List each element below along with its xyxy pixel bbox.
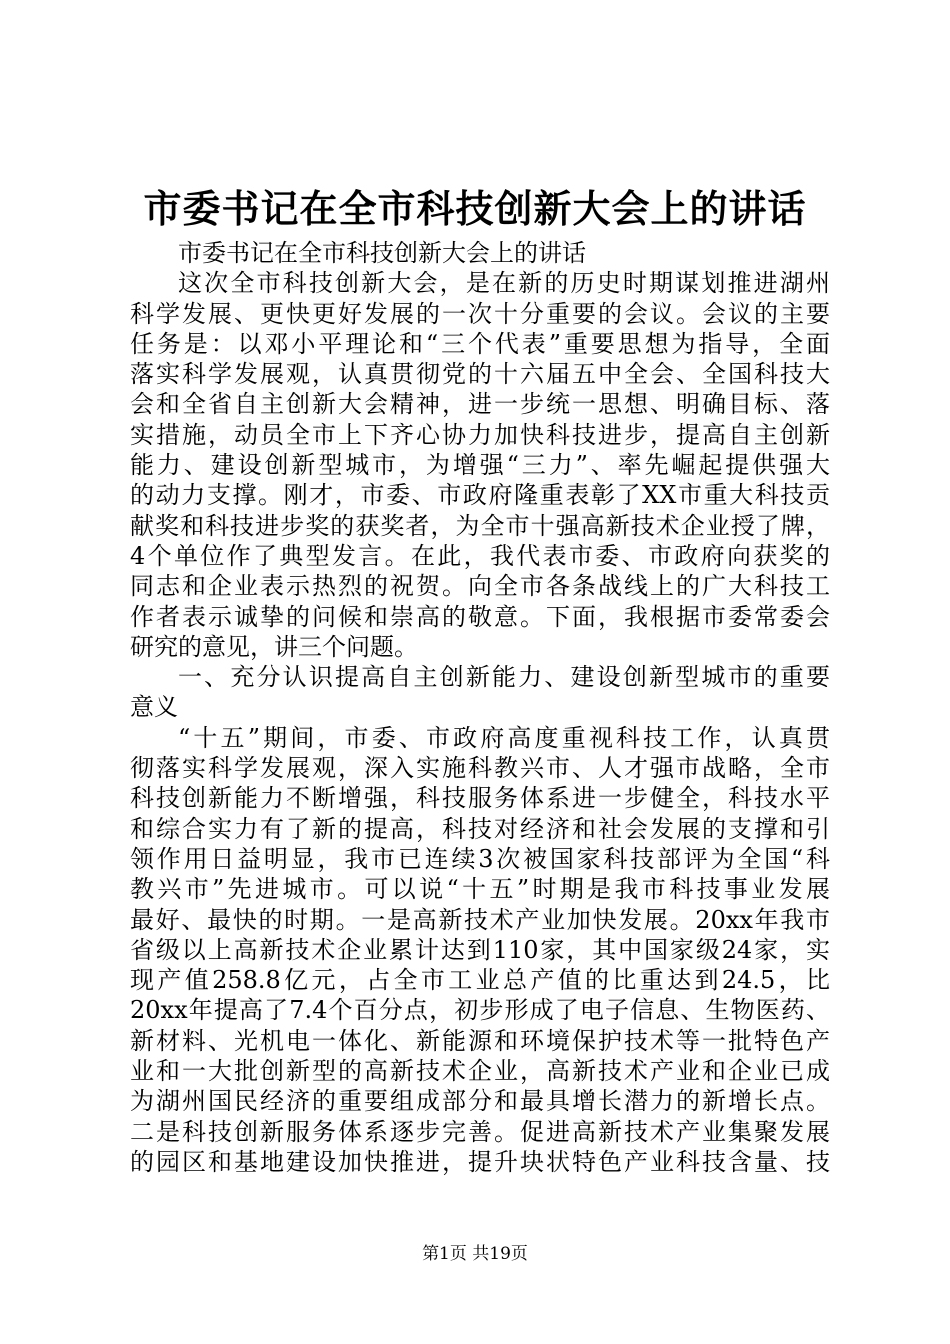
- section-heading-line: 意义: [130, 693, 178, 722]
- text-line: 这次全市科技创新大会，是在新的历史时期谋划推进湖州: [178, 269, 830, 298]
- text-line: 20xx年提高了7.4个百分点，初步形成了电子信息、生物医药、: [130, 996, 830, 1025]
- subtitle-line: 市委书记在全市科技创新大会上的讲话: [178, 239, 586, 267]
- text-line: 为湖州国民经济的重要组成部分和最具增长潜力的新增长点。: [130, 1087, 830, 1116]
- text-line: 献奖和科技进步奖的获奖者，为全市十强高新技术企业授了牌，: [130, 511, 830, 540]
- text-line: 省级以上高新技术企业累计达到110家，其中国家级24家，实: [130, 935, 830, 964]
- text-line: 能力、建设创新型城市，为增强“三力”、率先崛起提供强大: [130, 451, 830, 480]
- text-line: 会和全省自主创新大会精神，进一步统一思想、明确目标、落: [130, 390, 830, 419]
- text-line: “十五”期间，市委、市政府高度重视科技工作，认真贯: [178, 723, 830, 752]
- text-line: 实措施，动员全市上下齐心协力加快科技进步，提高自主创新: [130, 420, 830, 449]
- text-line: 最好、最快的时期。一是高新技术产业加快发展。20xx年我市: [130, 905, 830, 934]
- page-footer: 第1页 共19页: [422, 1244, 528, 1264]
- section-heading-line: 一、充分认识提高自主创新能力、建设创新型城市的重要: [178, 663, 830, 692]
- text-line: 的园区和基地建设加快推进，提升块状特色产业科技含量、技: [130, 1147, 830, 1176]
- text-line: 教兴市”先进城市。可以说“十五”时期是我市科技事业发展: [130, 875, 830, 904]
- text-line: 研究的意见，讲三个问题。: [130, 632, 418, 661]
- text-line: 现产值258.8亿元，占全市工业总产值的比重达到24.5，比: [130, 966, 830, 995]
- text-line: 科技创新能力不断增强，科技服务体系进一步健全，科技水平: [130, 784, 830, 813]
- text-line: 新材料、光机电一体化、新能源和环境保护技术等一批特色产: [130, 1026, 830, 1055]
- text-line: 二是科技创新服务体系逐步完善。促进高新技术产业集聚发展: [130, 1117, 830, 1146]
- document-title: 市委书记在全市科技创新大会上的讲话: [143, 186, 807, 231]
- text-line: 作者表示诚挚的问候和崇高的敬意。下面，我根据市委常委会: [130, 602, 830, 631]
- text-line: 彻落实科学发展观，深入实施科教兴市、人才强市战略，全市: [130, 754, 830, 783]
- text-line: 业和一大批创新型的高新技术企业，高新技术产业和企业已成: [130, 1057, 830, 1086]
- text-line: 和综合实力有了新的提高，科技对经济和社会发展的支撑和引: [130, 814, 830, 843]
- document-body: [130, 238, 830, 1177]
- text-line: 科学发展、更快更好发展的一次十分重要的会议。会议的主要: [130, 299, 830, 328]
- text-line: 领作用日益明显，我市已连续3次被国家科技部评为全国“科: [130, 844, 830, 873]
- text-line: 任务是：以邓小平理论和“三个代表”重要思想为指导，全面: [130, 329, 830, 358]
- text-line: 的动力支撑。刚才，市委、市政府隆重表彰了XX市重大科技贡: [130, 481, 830, 510]
- text-line: 同志和企业表示热烈的祝贺。向全市各条战线上的广大科技工: [130, 572, 830, 601]
- text-line: 4个单位作了典型发言。在此，我代表市委、市政府向获奖的: [130, 541, 830, 570]
- text-line: 落实科学发展观，认真贯彻党的十六届五中全会、全国科技大: [130, 360, 830, 389]
